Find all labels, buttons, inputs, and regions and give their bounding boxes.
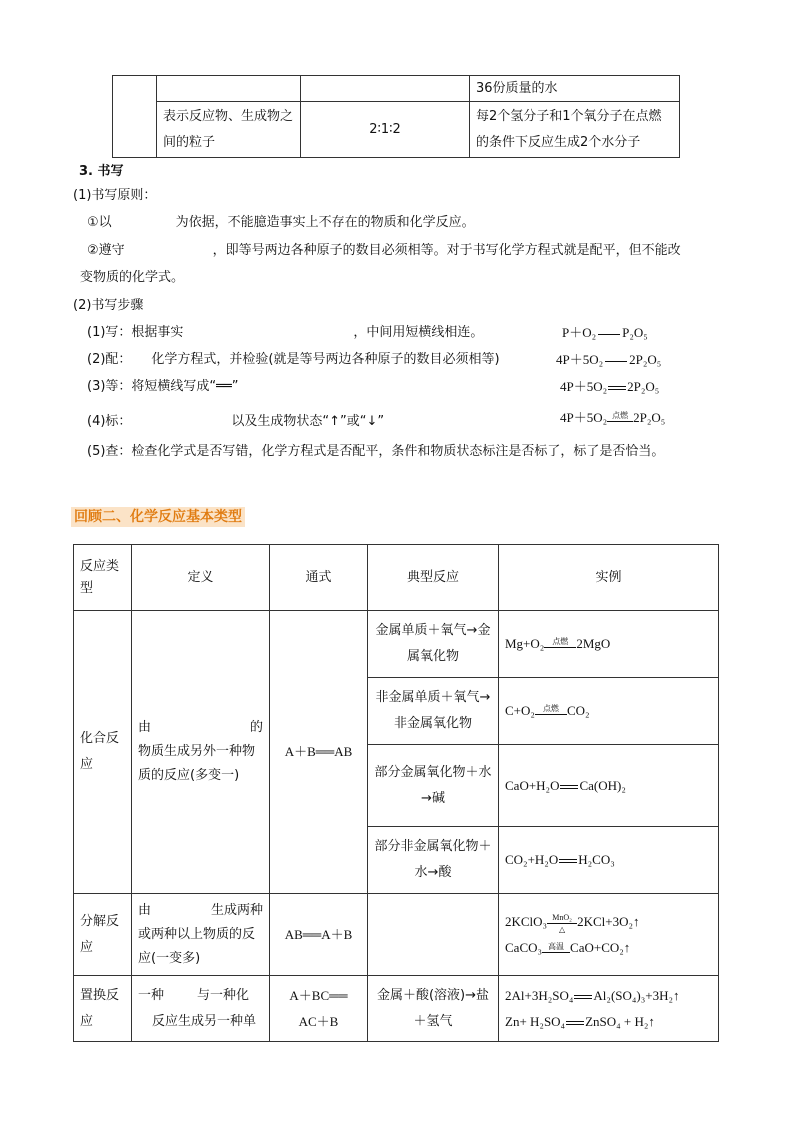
example-reaction: C+O₂ 点燃 CO₂	[499, 678, 719, 745]
step-1	[87, 323, 483, 343]
principle-2-a: ②遵守	[87, 243, 125, 258]
top-table-cell	[301, 76, 470, 102]
def-displacement: 一种 与一种化 反应生成另一种单	[132, 976, 270, 1042]
typical-reaction	[368, 894, 499, 976]
reaction-types-table	[73, 544, 719, 1042]
step-2-a: (2)配：	[87, 352, 132, 367]
top-table-cell: 36份质量的水	[470, 76, 680, 102]
principle-2	[87, 241, 681, 261]
writing-heading: 3. 书写	[79, 164, 124, 179]
eq-left: 4P＋5O₂	[556, 352, 604, 367]
example-reaction: 2KClO₃ MnO₂ △ 2KCl+3O₂↑ CaCO₃ 高温 CaO+CO₂↑	[499, 894, 719, 976]
step-4	[87, 412, 384, 432]
formula-displacement: A＋BC══ AC＋B	[270, 976, 368, 1042]
typical-reaction: 部分金属氧化物＋水→碱	[368, 745, 499, 827]
top-table-cell: 每2个氢分子和1个氧分子在点燃的条件下反应生成2个水分子	[470, 102, 680, 158]
typical-reaction: 部分非金属氧化物＋水→酸	[368, 827, 499, 894]
step-4-a: (4)标：	[87, 414, 132, 429]
header-type: 反应类型	[74, 545, 132, 611]
equal-sign	[608, 386, 626, 390]
eq-right: 2P₂O₅	[633, 410, 666, 425]
top-table-ratio: 2∶1∶2	[301, 102, 470, 158]
type-combination: 化合反应	[74, 611, 132, 894]
formula-decomposition: AB══A＋B	[270, 894, 368, 976]
principle-1-a: ①以	[87, 215, 112, 230]
header-example: 实例	[499, 545, 719, 611]
top-table-cell: 表示反应物、生成物之间的粒子	[157, 102, 301, 158]
def-decomposition: 由 生成两种 或两种以上物质的反应(一变多)	[132, 894, 270, 976]
header-definition: 定义	[132, 545, 270, 611]
typical-reaction: 金属＋酸(溶液)→盐＋氢气	[368, 976, 499, 1042]
condition-mark: 点燃	[607, 412, 633, 424]
eq-right: 2P₂O₅	[629, 352, 662, 367]
short-dash	[598, 334, 620, 335]
steps-title: (2)书写步骤	[73, 298, 144, 313]
formula-combination: A＋B══AB	[270, 611, 368, 894]
example-reaction: CO₂+H₂O H₂CO₃	[499, 827, 719, 894]
step-1-b: ，中间用短横线相连。	[353, 325, 484, 340]
step-1-a: (1)写：根据事实	[87, 325, 184, 340]
step-3-equation	[560, 377, 659, 397]
def-combination: 由 的 物质生成另外一种物质的反应(多变一)	[132, 611, 270, 894]
type-decomposition: 分解反应	[74, 894, 132, 976]
header-typical: 典型反应	[368, 545, 499, 611]
top-table	[112, 75, 680, 158]
principle-2-cont: 变物质的化学式。	[80, 270, 185, 285]
principle-2-b: ，即等号两边各种原子的数目必须相等。对于书写化学方程式就是配平，但不能改	[212, 243, 681, 258]
eq-left: 4P＋5O₂	[560, 410, 608, 425]
top-table-cell	[113, 76, 157, 158]
section-2-title: 回顾二、化学反应基本类型	[71, 506, 245, 526]
example-reaction: CaO+H₂O Ca(OH)₂	[499, 745, 719, 827]
step-2-equation	[556, 350, 661, 370]
type-displacement: 置换反应	[74, 976, 132, 1042]
principle-1	[87, 213, 475, 233]
example-reaction: Mg+O₂ 点燃 2MgO	[499, 611, 719, 678]
principle-1-b: 为依据，不能臆造事实上不存在的物质和化学反应。	[175, 215, 475, 230]
eq-right: P₂O₅	[622, 325, 648, 340]
header-formula: 通式	[270, 545, 368, 611]
short-dash	[605, 361, 627, 362]
typical-reaction: 非金属单质＋氧气→非金属氧化物	[368, 678, 499, 745]
step-2	[87, 350, 500, 370]
eq-left: P＋O₂	[562, 325, 597, 340]
example-reaction: 2Al+3H₂SO₄ Al₂(SO₄)₃+3H₂↑ Zn+ H₂SO₄ ZnSO₄ + H₂↑	[499, 976, 719, 1042]
top-table-cell	[157, 76, 301, 102]
eq-right: 2P₂O₅	[627, 379, 660, 394]
eq-left: 4P＋5O₂	[560, 379, 608, 394]
step-4-b: 以及生成物状态“↑”或“↓”	[231, 414, 385, 429]
step-4-equation	[560, 404, 665, 432]
step-5: (5)查：检查化学式是否写错，化学方程式是否配平，条件和物质状态标注是否标了，标了是否恰当。	[87, 444, 665, 459]
step-1-equation	[562, 323, 648, 343]
principle-title: (1)书写原则：	[73, 188, 157, 203]
step-3: (3)等：将短横线写成“══”	[87, 379, 239, 394]
typical-reaction: 金属单质＋氧气→金属氧化物	[368, 611, 499, 678]
step-2-b: 化学方程式，并检验(就是等号两边各种原子的数目必须相等)	[151, 352, 500, 367]
